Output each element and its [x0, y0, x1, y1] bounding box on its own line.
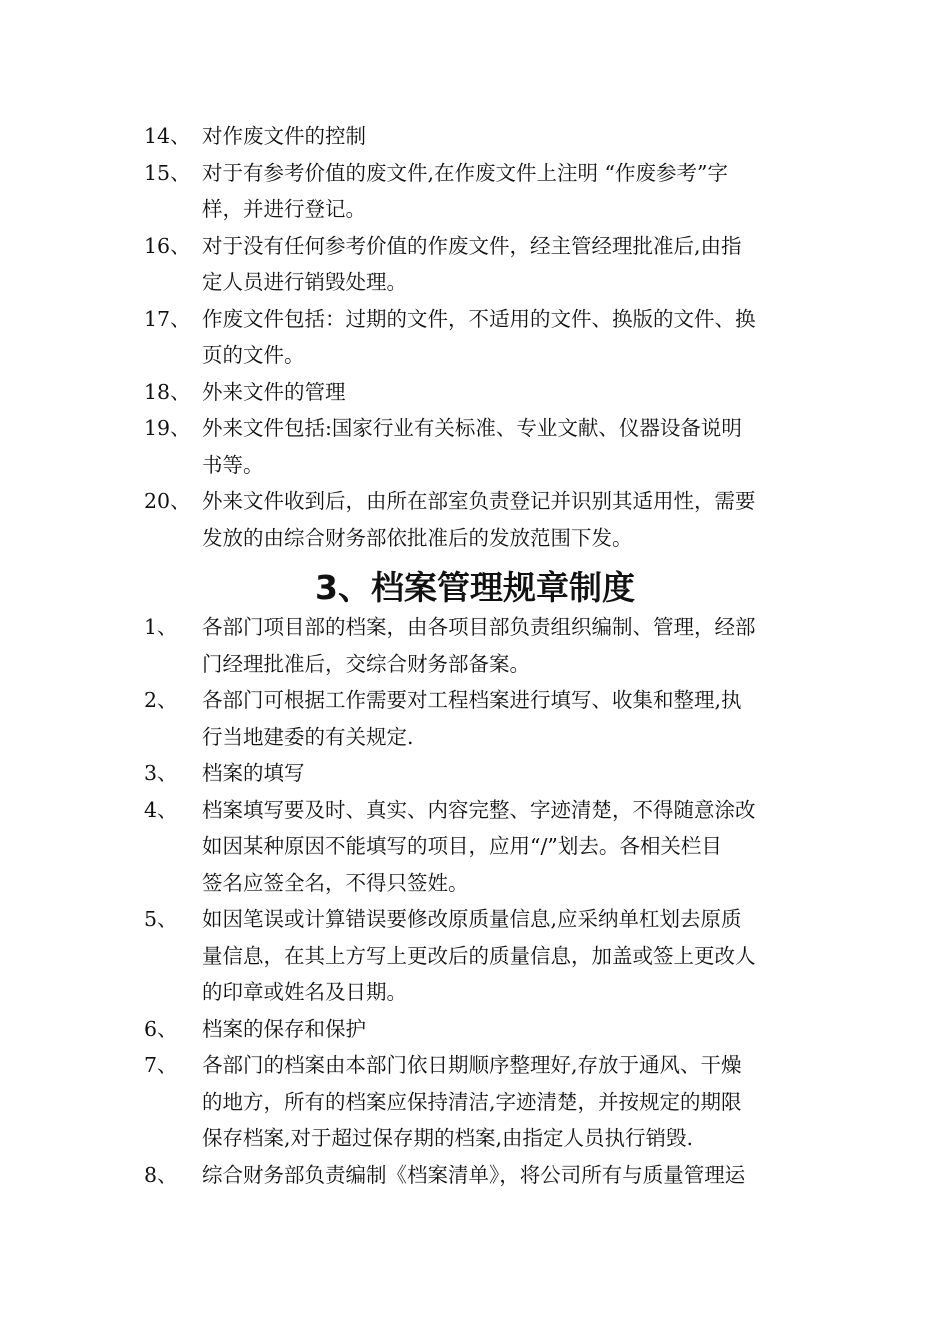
list-item: [0, 118, 950, 155]
item-text-line: 档案填写要及时、真实、内容完整、字迹清楚，不得随意涂改: [202, 797, 756, 822]
item-text-line: 签名应签全名，不得只签姓。: [202, 870, 469, 895]
item-text-line: 行当地建委的有关规定.: [202, 724, 414, 749]
item-number: 20、: [144, 489, 191, 513]
item-text: [202, 1047, 807, 1157]
item-text-line: 样，并进行登记。: [202, 197, 366, 221]
item-text-line: 页的文件。: [202, 343, 305, 367]
item-text: [202, 682, 807, 755]
list-item: [0, 228, 950, 301]
document-list-top: [0, 118, 950, 556]
item-text-line: 综合财务部负责编制《档案清单》，将公司所有与质量管理运: [202, 1162, 746, 1187]
list-item: [0, 609, 950, 682]
item-text: [202, 609, 807, 682]
item-text-line: 门经理批准后，交综合财务部备案。: [202, 651, 530, 676]
list-item: [0, 410, 950, 483]
item-text: [202, 374, 807, 411]
item-text-line: 的地方，所有的档案应保持清洁,字迹清楚，并按规定的期限: [202, 1089, 742, 1114]
list-item: [0, 682, 950, 755]
item-text-line: 各部门项目部的档案，由各项目部负责组织编制、管理，经部: [202, 615, 756, 639]
item-text: [202, 118, 807, 155]
item-text: [202, 155, 807, 228]
item-number: 4、: [144, 797, 178, 822]
list-item: [0, 901, 950, 1011]
item-text-line: 如因笔误或计算错误要修改原质量信息,应采纳单杠划去原质: [202, 907, 742, 931]
item-text-line: 量信息，在其上方写上更改后的质量信息，加盖或签上更改人: [202, 943, 756, 968]
list-item: [0, 1011, 950, 1048]
item-number: 5、: [144, 907, 178, 931]
item-text-line: 各部门可根据工作需要对工程档案进行填写、收集和整理,执: [202, 688, 742, 712]
item-text-line: 外来文件收到后，由所在部室负责登记并识别其适用性，需要: [202, 489, 756, 513]
item-number: 1、: [144, 615, 178, 639]
list-item: [0, 155, 950, 228]
item-text: [202, 228, 807, 301]
item-text: [202, 483, 807, 556]
item-number: 6、: [144, 1016, 178, 1041]
item-text-line: 外来文件的管理: [202, 379, 346, 404]
item-text-line: 的印章或姓名及日期。: [202, 980, 407, 1004]
item-number: 14、: [144, 124, 191, 148]
item-text-line: 保存档案,对于超过保存期的档案,由指定人员执行销毁.: [202, 1126, 694, 1150]
item-number: 17、: [144, 306, 191, 331]
list-item: [0, 483, 950, 556]
item-text: [202, 301, 807, 374]
item-text-line: 档案的保存和保护: [202, 1016, 366, 1041]
item-text-line: 如因某种原因不能填写的项目，应用“/”划去。各相关栏目: [202, 834, 722, 858]
item-number: 16、: [144, 233, 191, 258]
item-number: 2、: [144, 688, 178, 712]
list-item: [0, 755, 950, 792]
item-text-line: 作废文件包括：过期的文件，不适用的文件、换版的文件、换: [202, 306, 756, 331]
section-heading: 3、档案管理规章制度: [315, 568, 635, 607]
document-list-archive-rules: [0, 609, 950, 1193]
item-text-line: 定人员进行销毁处理。: [202, 270, 407, 294]
item-number: 3、: [144, 761, 178, 785]
item-text: [202, 901, 807, 1011]
item-text: [202, 755, 807, 792]
list-item: [0, 1157, 950, 1194]
list-item: [0, 1047, 950, 1157]
item-text: [202, 792, 807, 902]
item-number: 7、: [144, 1053, 178, 1077]
list-item: [0, 374, 950, 411]
item-number: 15、: [144, 160, 191, 185]
list-item: [0, 792, 950, 902]
item-text-line: 对于没有任何参考价值的作废文件，经主管经理批准后,由指: [202, 233, 742, 258]
item-text-line: 书等。: [202, 452, 264, 477]
item-text-line: 对作废文件的控制: [202, 124, 366, 148]
list-item: [0, 301, 950, 374]
item-text-line: 对于有参考价值的废文件,在作废文件上注明 “作废参考”字: [202, 160, 728, 185]
item-text-line: 外来文件包括:国家行业有关标准、专业文献、仪器设备说明: [202, 416, 742, 440]
item-text-line: 档案的填写: [202, 761, 305, 785]
item-text: [202, 1157, 807, 1194]
item-number: 18、: [144, 379, 191, 404]
item-text: [202, 1011, 807, 1048]
item-text-line: 各部门的档案由本部门依日期顺序整理好,存放于通风、干燥: [202, 1053, 742, 1077]
item-number: 19、: [144, 416, 191, 440]
item-text-line: 发放的由综合财务部依批准后的发放范围下发。: [202, 525, 633, 550]
item-text: [202, 410, 807, 483]
item-number: 8、: [144, 1162, 178, 1187]
